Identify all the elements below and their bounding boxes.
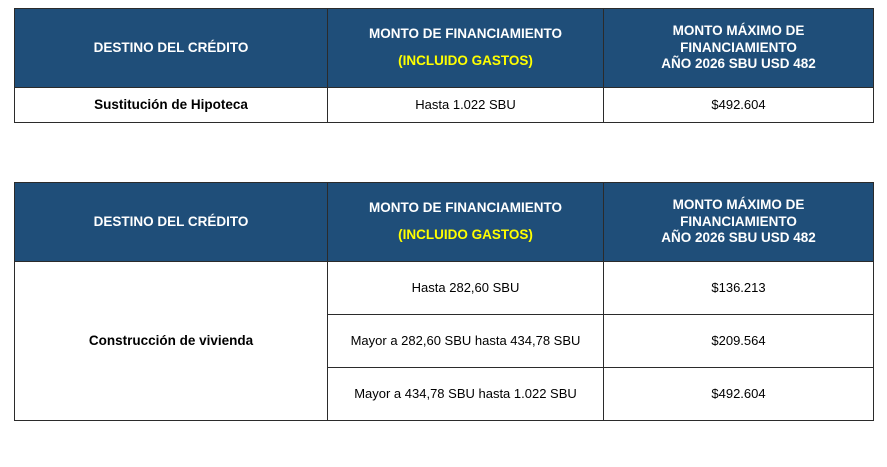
monto-value: Hasta 1.022 SBU: [328, 88, 604, 123]
header-monto-line2: (INCLUIDO GASTOS): [398, 53, 533, 68]
header-monto-line2: (INCLUIDO GASTOS): [398, 227, 533, 242]
header-max-line2: FINANCIAMIENTO: [680, 39, 797, 55]
table-header-row: [15, 183, 874, 262]
header-max-line1: MONTO MÁXIMO DE: [672, 196, 805, 212]
header-monto-maximo: [604, 183, 874, 262]
header-max-line3: AÑO 2026 SBU USD 482: [661, 230, 816, 246]
header-max-line1: MONTO MÁXIMO DE: [672, 22, 805, 38]
monto-value: Hasta 282,60 SBU: [328, 262, 604, 315]
credit-table-construccion: [14, 182, 874, 421]
table-row: [15, 262, 874, 315]
destino-value: Sustitución de Hipoteca: [15, 88, 328, 123]
header-monto-financiamiento: [328, 183, 604, 262]
credit-table-sustitucion: [14, 8, 874, 123]
destino-value: Construcción de vivienda: [15, 262, 328, 421]
header-monto-financiamiento: [328, 9, 604, 88]
header-destino: DESTINO DEL CRÉDITO: [15, 9, 328, 88]
header-max-line2: FINANCIAMIENTO: [680, 213, 797, 229]
header-monto-line1: MONTO DE FINANCIAMIENTO: [368, 200, 562, 216]
header-monto-line1: MONTO DE FINANCIAMIENTO: [368, 26, 562, 42]
monto-value: Mayor a 282,60 SBU hasta 434,78 SBU: [328, 315, 604, 368]
maximo-value: $492.604: [604, 88, 874, 123]
monto-value: Mayor a 434,78 SBU hasta 1.022 SBU: [328, 368, 604, 421]
table-header-row: [15, 9, 874, 88]
header-max-line3: AÑO 2026 SBU USD 482: [661, 56, 816, 72]
header-monto-maximo: [604, 9, 874, 88]
table-row: [15, 88, 874, 123]
header-destino: DESTINO DEL CRÉDITO: [15, 183, 328, 262]
maximo-value: $136.213: [604, 262, 874, 315]
maximo-value: $209.564: [604, 315, 874, 368]
maximo-value: $492.604: [604, 368, 874, 421]
